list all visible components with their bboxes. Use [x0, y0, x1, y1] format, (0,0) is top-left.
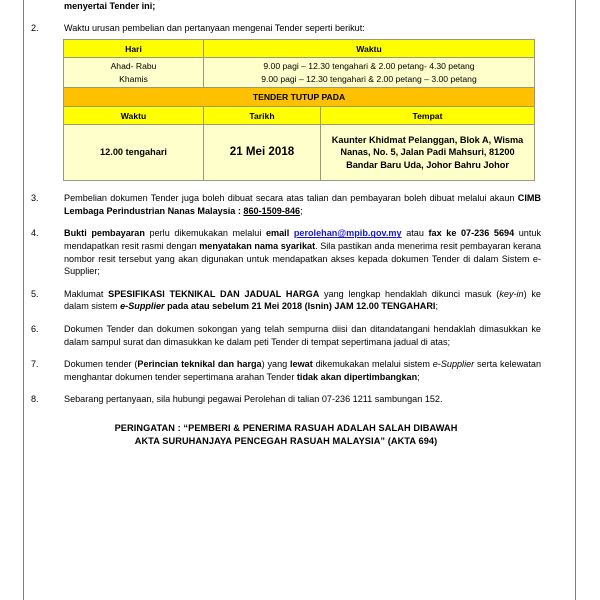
- page-border-left: [23, 0, 24, 600]
- item-text: Dokumen Tender dan dokumen sokongan yang telah sempurna diisi dan ditandatangani hendaklah dimasukkan ke dalam sampul surat dan dimasukkan ke dalam peti Tender di tempat sepertimana jadual di atas;: [64, 323, 541, 347]
- item-number: 6.: [31, 323, 39, 334]
- item4-bold-fax: fax ke 07-236 5694: [428, 228, 515, 239]
- header-waktu-tutup: Waktu: [64, 107, 204, 125]
- list-item-4: [31, 227, 541, 277]
- item7-esupplier: e-Supplier: [432, 359, 475, 370]
- closing-details-table: [63, 106, 535, 181]
- item-number: 4.: [31, 228, 39, 239]
- item-text: [64, 358, 541, 383]
- item5-spec-title: SPESIFIKASI TEKNIKAL DAN JADUAL HARGA: [108, 288, 320, 299]
- item5-text-2: yang lengkap hendaklah dikunci masuk (: [319, 288, 500, 299]
- item-text: [64, 227, 541, 277]
- item4-text-1: perlu dikemukakan melalui: [144, 228, 266, 239]
- item-number: 2.: [31, 22, 39, 33]
- item4-text-4: . Sila pastikan anda menerima resit pembayaran kerana nombor resit tersebut yang akan digunakan untuk mendapatkan akses kepada dokumen Tender di dalam Sistem e-Supplier;: [64, 240, 541, 277]
- time-line-1: 9.00 pagi – 12.30 tengahari & 2.00 petang- 4.30 petang: [263, 61, 475, 72]
- cell-days: [64, 58, 204, 88]
- table-row-band: [64, 88, 535, 107]
- header-waktu: Waktu: [204, 40, 535, 58]
- item7-text-4: serta kelewatan menghantar dokumen tender sepertimana arahan Tender: [64, 359, 541, 382]
- cell-closing-date: 21 Mei 2018: [204, 125, 321, 181]
- table-row: [64, 58, 535, 88]
- time-line-2: 9.00 pagi – 12.30 tengahari & 2.00 petang – 3.00 petang: [261, 73, 477, 84]
- schedule-table: [63, 39, 535, 107]
- header-tempat: Tempat: [321, 107, 535, 125]
- cell-times: [204, 58, 535, 88]
- item7-text-3: dikemukakan melalui sistem: [312, 359, 433, 370]
- spacer-after-table: [31, 181, 541, 192]
- continued-text-fragment: menyertai Tender ini;: [64, 1, 156, 11]
- warning-line-2: AKTA SURUHANJAYA PENCEGAH RASUAH MALAYSIA” (AKTA 694): [134, 435, 438, 446]
- item7-bold-details: Perincian teknikal dan harga: [137, 359, 262, 370]
- document-content: [31, 0, 541, 448]
- list-item-8: [31, 393, 541, 406]
- item4-bold-email-label: email: [265, 228, 290, 239]
- item3-bank-name: CIMB Lembaga Perindustrian Nanas Malaysia :: [64, 193, 541, 216]
- item5-keyin: key-in: [499, 288, 524, 299]
- item7-text-1: Dokumen tender (: [64, 359, 138, 370]
- item5-text-1: Maklumat: [64, 288, 109, 299]
- list-item-5: [31, 288, 541, 313]
- item-number: 7.: [31, 359, 39, 370]
- item3-tail: ;: [300, 205, 303, 216]
- item5-text-4: ;: [435, 301, 438, 312]
- item-text: [64, 288, 541, 313]
- item-number: 3.: [31, 193, 39, 204]
- item4-text-2: atau: [401, 228, 429, 239]
- table-row-header: [64, 107, 535, 125]
- warning-line-1: PERINGATAN : “PEMBERI & PENERIMA RASUAH ADALAH SALAH DIBAWAH: [114, 422, 458, 433]
- item7-bold-not-considered: tidak akan dipertimbangkan: [296, 371, 418, 382]
- email-link[interactable]: perolehan@mpib.gov.my: [293, 228, 402, 239]
- band-tender-tutup-pada: TENDER TUTUP PADA: [64, 88, 535, 107]
- day-line-2: Khamis: [119, 73, 148, 84]
- header-tarikh: Tarikh: [204, 107, 321, 125]
- item7-text-2: ) yang: [261, 359, 291, 370]
- item-number: 8.: [31, 394, 39, 405]
- page-border-right: [575, 0, 576, 600]
- cell-closing-venue: Kaunter Khidmat Pelanggan, Blok A, Wisma Nanas, No. 5, Jalan Padi Mahsuri, 81200 Bandar Baru Uda, Johor Bahru Johor: [321, 125, 535, 181]
- day-line-1: Ahad- Rabu: [110, 61, 157, 72]
- list-item-7: [31, 358, 541, 383]
- item4-bold-company: menyatakan nama syarikat: [199, 240, 316, 251]
- cell-closing-time: 12.00 tengahari: [64, 125, 204, 181]
- list-item-2: [31, 22, 541, 35]
- item-text: Waktu urusan pembelian dan pertanyaan mengenai Tender seperti berikut:: [64, 22, 365, 33]
- table-row-header: [64, 40, 535, 58]
- list-item-6: [31, 323, 541, 348]
- corruption-warning: [31, 422, 541, 448]
- list-item-3: [31, 192, 541, 217]
- item7-text-5: ;: [417, 371, 420, 382]
- item5-esupplier: e-Supplier: [120, 301, 165, 312]
- item7-bold-late: lewat: [290, 359, 313, 370]
- header-hari: Hari: [64, 40, 204, 58]
- table-row: [64, 125, 535, 181]
- item5-text-3: ) ke dalam sistem: [64, 288, 541, 312]
- item4-text-3: untuk mendapatkan resit rasmi dengan: [64, 228, 541, 251]
- item-number: 5.: [31, 288, 39, 299]
- item-text: [64, 192, 541, 217]
- item5-deadline: pada atau sebelum 21 Mei 2018 (Isnin) JAM 12.00 TENGAHARI: [164, 301, 436, 312]
- bank-account-number: 860-1509-846: [243, 205, 301, 216]
- item4-bold-proof: Bukti pembayaran: [64, 228, 145, 239]
- item-text: Sebarang pertanyaan, sila hubungi pegawai Perolehan di talian 07-236 1211 sambungan 152.: [64, 394, 443, 405]
- item3-lead: Pembelian dokumen Tender juga boleh dibuat secara atas talian dan pembayaran boleh dibuat melalui akaun: [64, 193, 518, 204]
